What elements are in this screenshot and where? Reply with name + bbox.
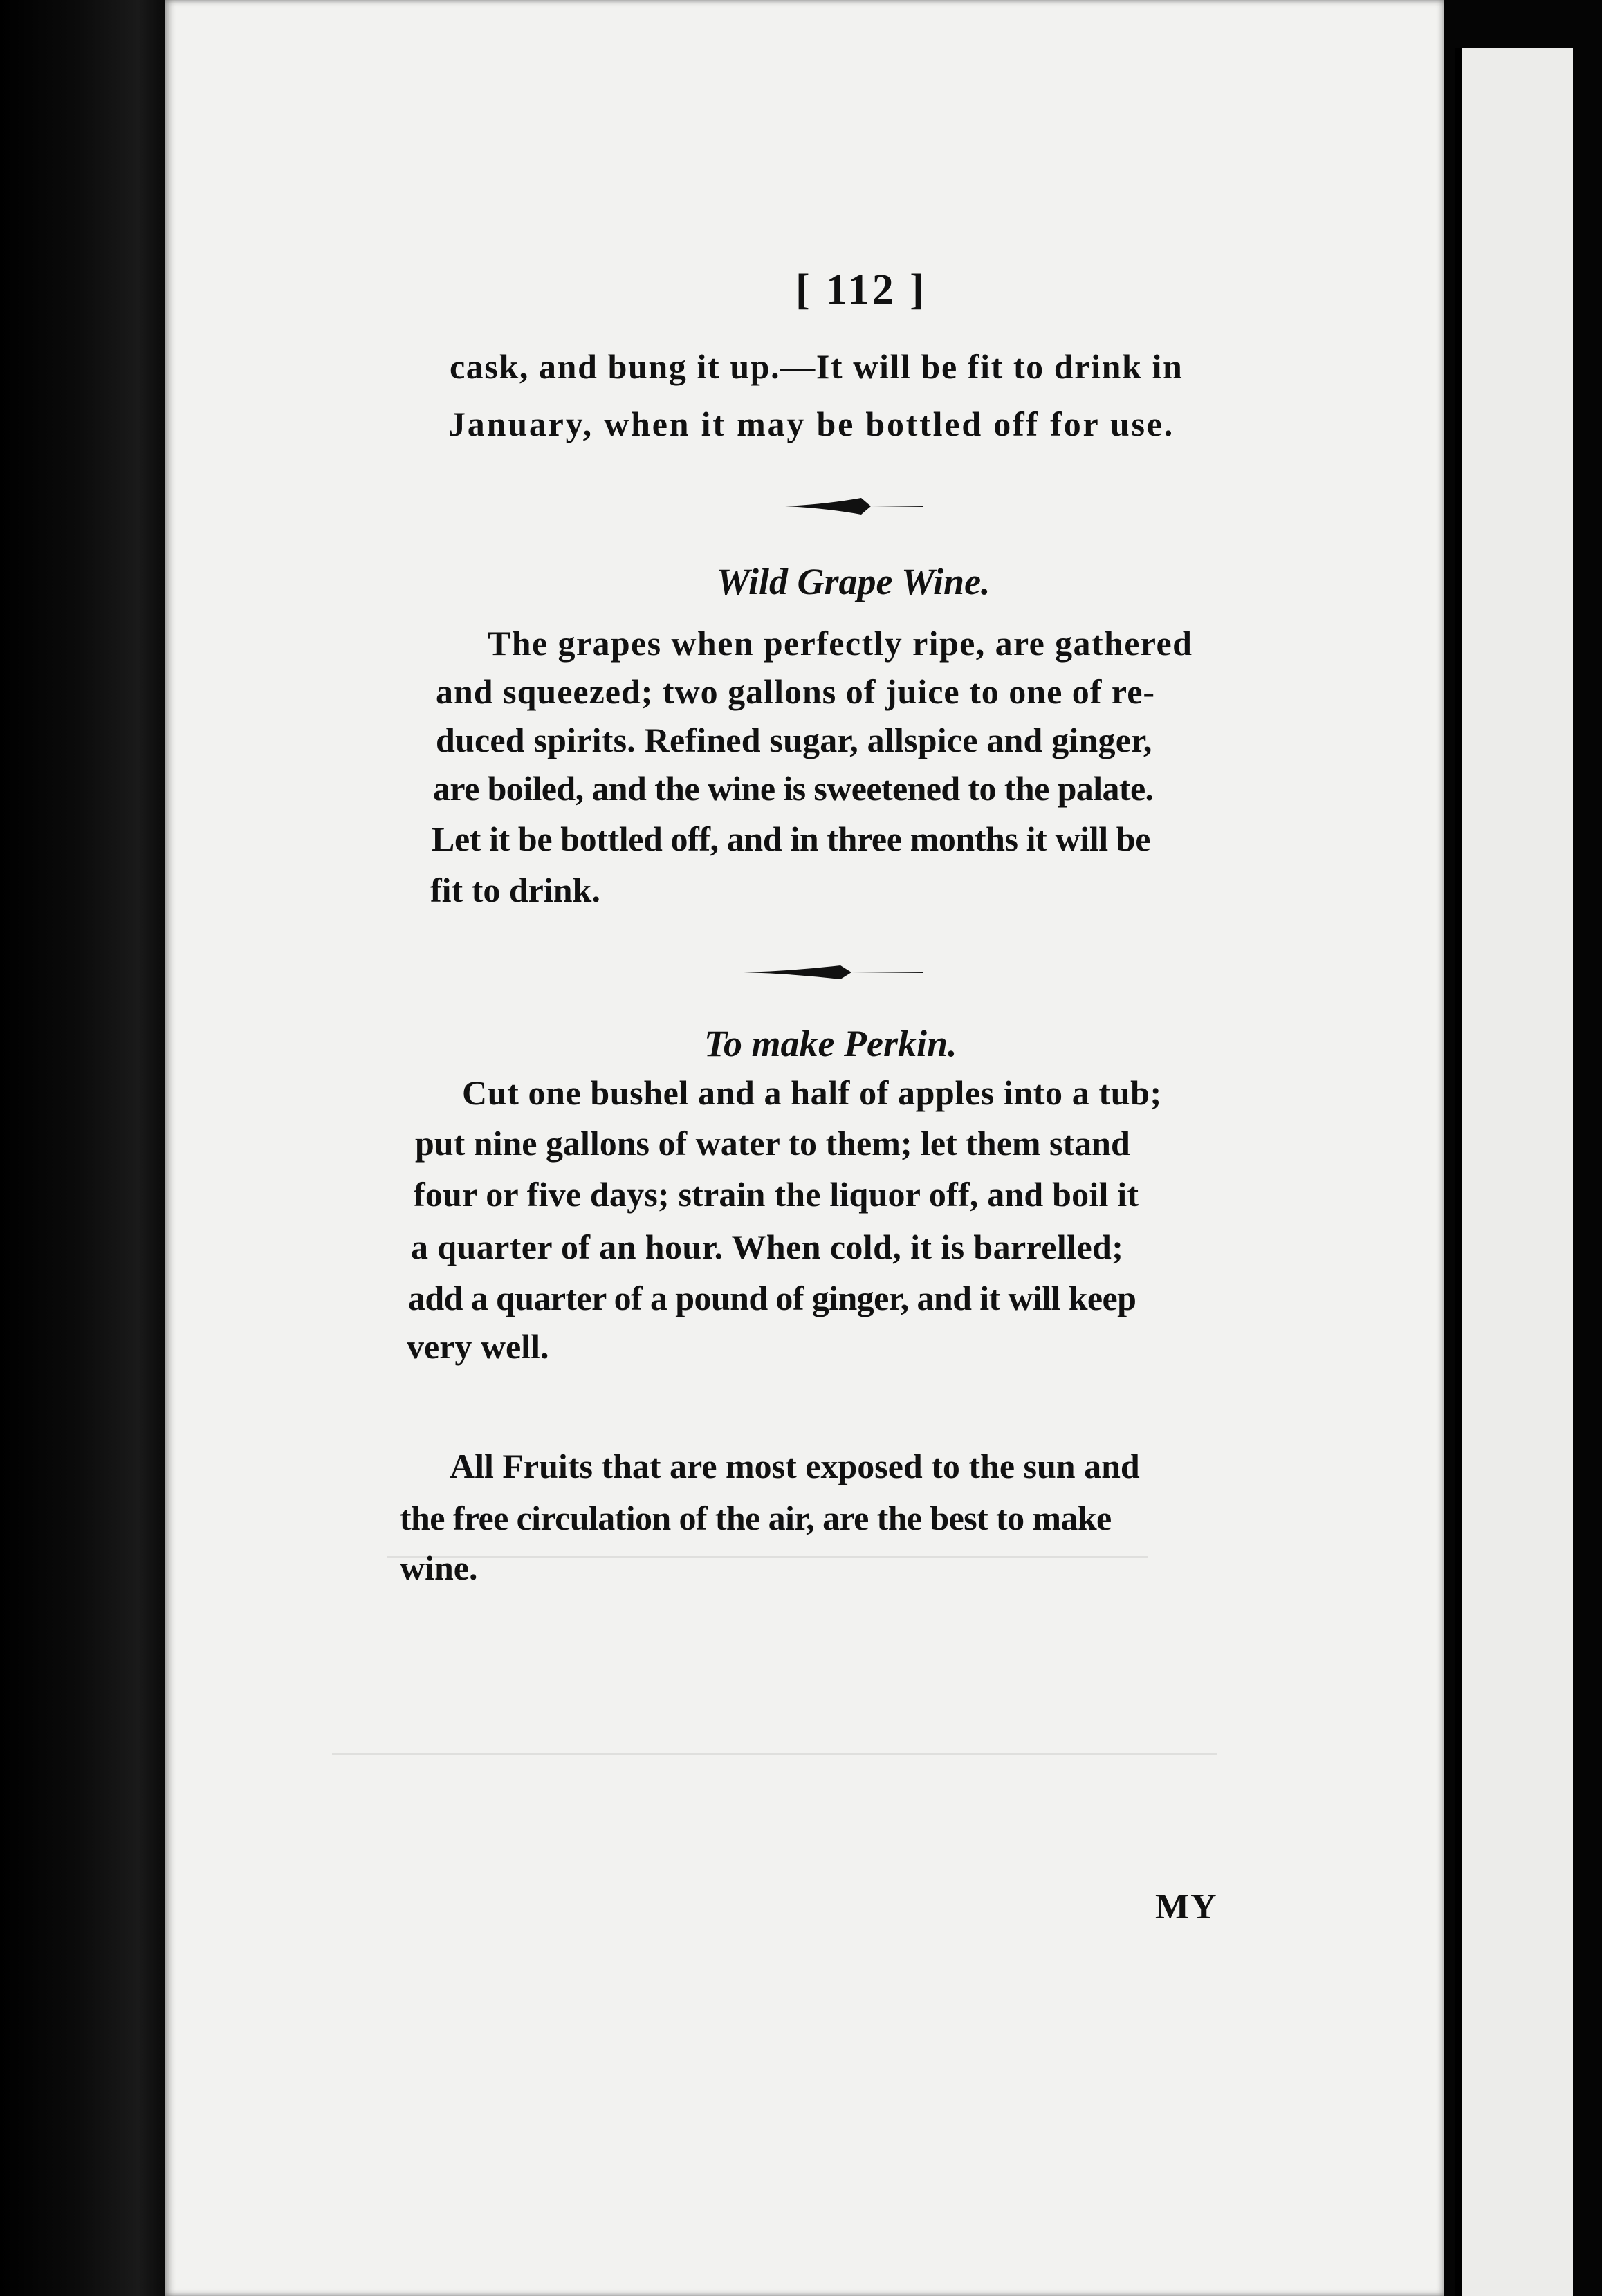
bleed-through-rule xyxy=(387,1556,1148,1558)
text-line: fit to drink. xyxy=(430,871,600,909)
text-line: the free circulation of the air, are the best to make xyxy=(400,1499,1112,1537)
page-header: [ 112 ] xyxy=(795,266,927,313)
section-heading: To make Perkin. xyxy=(704,1023,957,1064)
text-line: a quarter of an hour. When cold, it is barrelled; xyxy=(411,1228,1124,1266)
text-line: Cut one bushel and a half of apples into a tub; xyxy=(462,1073,1162,1112)
text-line: Let it be bottled off, and in three months it will be xyxy=(432,820,1150,858)
text-line: duced spirits. Refined sugar, allspice and ginger, xyxy=(436,721,1152,759)
ornamental-divider xyxy=(744,960,923,985)
book-spine-edge xyxy=(0,0,173,2296)
bleed-through-rule xyxy=(332,1753,1217,1755)
text-line: wine. xyxy=(400,1548,478,1587)
ornamental-divider xyxy=(785,492,923,520)
text-line: add a quarter of a pound of ginger, and it will keep xyxy=(408,1279,1136,1317)
text-line: very well. xyxy=(407,1327,549,1366)
text-line: and squeezed; two gallons of juice to one of re- xyxy=(436,672,1156,711)
text-line: All Fruits that are most exposed to the sun and xyxy=(450,1447,1140,1485)
text-line: put nine gallons of water to them; let them stand xyxy=(415,1124,1130,1163)
facing-page-edge xyxy=(1455,48,1573,2296)
section-heading: Wild Grape Wine. xyxy=(717,561,991,602)
text-line: January, when it may be bottled off for use. xyxy=(448,405,1175,443)
text-line: four or five days; strain the liquor off, and boil it xyxy=(414,1175,1139,1214)
text-line: The grapes when perfectly ripe, are gathered xyxy=(488,624,1193,663)
text-line: are boiled, and the wine is sweetened to the palate. xyxy=(433,769,1154,808)
text-line: cask, and bung it up.—It will be fit to drink in xyxy=(450,347,1184,386)
catchword: MY xyxy=(1155,1887,1218,1927)
